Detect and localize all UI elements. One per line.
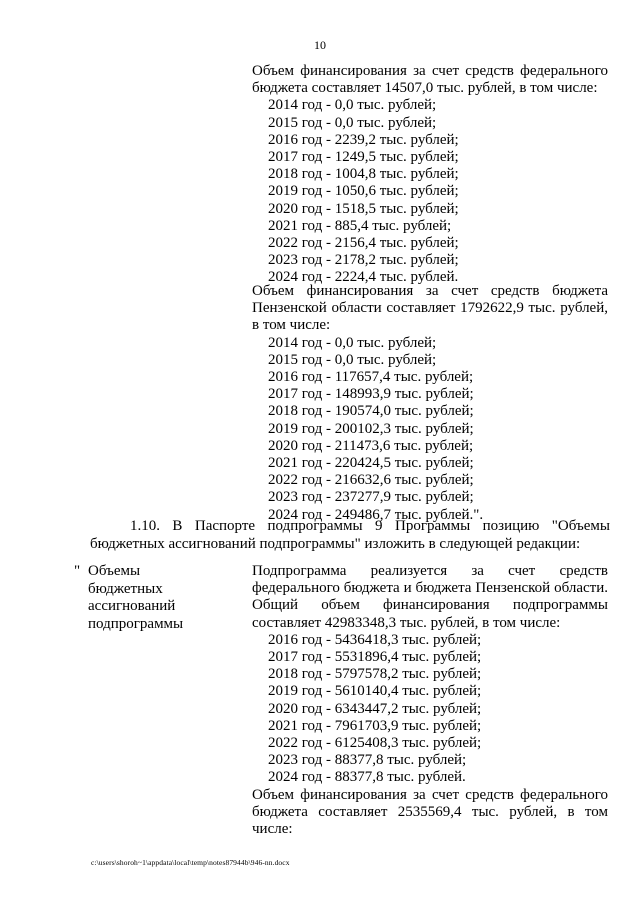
- year-line: 2023 год - 88377,8 тыс. рублей;: [268, 752, 467, 769]
- year-line: 2024 год - 88377,8 тыс. рублей.: [268, 769, 466, 786]
- passport-intro: Подпрограмма реализуется за счет средств федерального бюджета и бюджета Пензенской области. Общий объем финансирования подпрограммы составляет 42983348,3 тыс. рублей, в том числе:: [252, 563, 608, 631]
- year-line: 2016 год - 2239,2 тыс. рублей;: [268, 131, 459, 148]
- year-line: 2024 год - 249486,7 тыс. рублей.".: [268, 506, 484, 523]
- passport-table-value-cell: [252, 563, 608, 838]
- passport-federal-intro: Объем финансирования за счет средств федерального бюджета составляет 2535569,4 тыс. рублей, в том числе:: [252, 786, 608, 838]
- federal-budget-intro: Объем финансирования за счет средств федерального бюджета составляет 14507,0 тыс. рублей, в том числе:: [252, 63, 608, 97]
- year-line: 2020 год - 6343447,2 тыс. рублей;: [268, 700, 482, 717]
- item-1-10-line-1: 1.10. В Паспорте подпрограммы 9 Программы позицию "Объемы: [130, 518, 610, 534]
- year-line: 2014 год - 0,0 тыс. рублей;: [268, 97, 437, 114]
- year-line: 2016 год - 5436418,3 тыс. рублей;: [268, 631, 482, 648]
- regional-budget-block: [252, 283, 608, 524]
- year-line: 2017 год - 5531896,4 тыс. рублей;: [268, 649, 482, 666]
- year-line: 2014 год - 0,0 тыс. рублей;: [268, 334, 437, 351]
- passport-label: [88, 563, 183, 633]
- passport-label-line: подпрограммы: [88, 615, 184, 632]
- year-line: 2017 год - 148993,9 тыс. рублей;: [268, 386, 474, 403]
- passport-label-line: Объемы: [88, 563, 141, 579]
- year-line: 2022 год - 2156,4 тыс. рублей;: [268, 235, 459, 252]
- year-line: 2022 год - 6125408,3 тыс. рублей;: [268, 735, 482, 752]
- year-line: 2024 год - 2224,4 тыс. рублей.: [268, 269, 459, 286]
- regional-budget-intro: Объем финансирования за счет средств бюджета Пензенской области составляет 1792622,9 тыс. рублей, в том числе:: [252, 283, 608, 334]
- year-line: 2015 год - 0,0 тыс. рублей;: [268, 351, 437, 368]
- year-line: 2018 год - 1004,8 тыс. рублей;: [268, 166, 459, 183]
- year-line: 2022 год - 216632,6 тыс. рублей;: [268, 472, 474, 489]
- year-line: 2015 год - 0,0 тыс. рублей;: [268, 114, 437, 131]
- year-line: 2021 год - 220424,5 тыс. рублей;: [268, 455, 474, 472]
- federal-budget-block: [252, 63, 608, 287]
- year-line: 2017 год - 1249,5 тыс. рублей;: [268, 149, 459, 166]
- year-line: 2019 год - 5610140,4 тыс. рублей;: [268, 683, 482, 700]
- year-line: 2023 год - 2178,2 тыс. рублей;: [268, 252, 459, 269]
- passport-label-line: бюджетных: [88, 580, 163, 597]
- year-line: 2023 год - 237277,9 тыс. рублей;: [268, 489, 474, 506]
- opening-quote: ": [74, 563, 81, 579]
- year-line: 2021 год - 7961703,9 тыс. рублей;: [268, 717, 482, 734]
- passport-label-line: ассигнований: [88, 598, 176, 615]
- year-line: 2018 год - 190574,0 тыс. рублей;: [268, 403, 474, 420]
- page-number: 10: [314, 38, 326, 52]
- year-line: 2016 год - 117657,4 тыс. рублей;: [268, 369, 474, 386]
- year-line: 2020 год - 211473,6 тыс. рублей;: [268, 437, 474, 454]
- item-1-10-paragraph: [90, 518, 610, 553]
- item-1-10-line-2: бюджетных ассигнований подпрограммы" изложить в следующей редакции:: [90, 535, 581, 552]
- year-line: 2020 год - 1518,5 тыс. рублей;: [268, 200, 459, 217]
- year-line: 2019 год - 200102,3 тыс. рублей;: [268, 420, 474, 437]
- year-line: 2018 год - 5797578,2 тыс. рублей;: [268, 666, 482, 683]
- year-line: 2021 год - 885,4 тыс. рублей;: [268, 217, 452, 234]
- footer-file-path: c:\users\shoroh~1\appdata\local\temp\notes87944b\946-nn.docx: [91, 858, 290, 867]
- year-line: 2019 год - 1050,6 тыс. рублей;: [268, 183, 459, 200]
